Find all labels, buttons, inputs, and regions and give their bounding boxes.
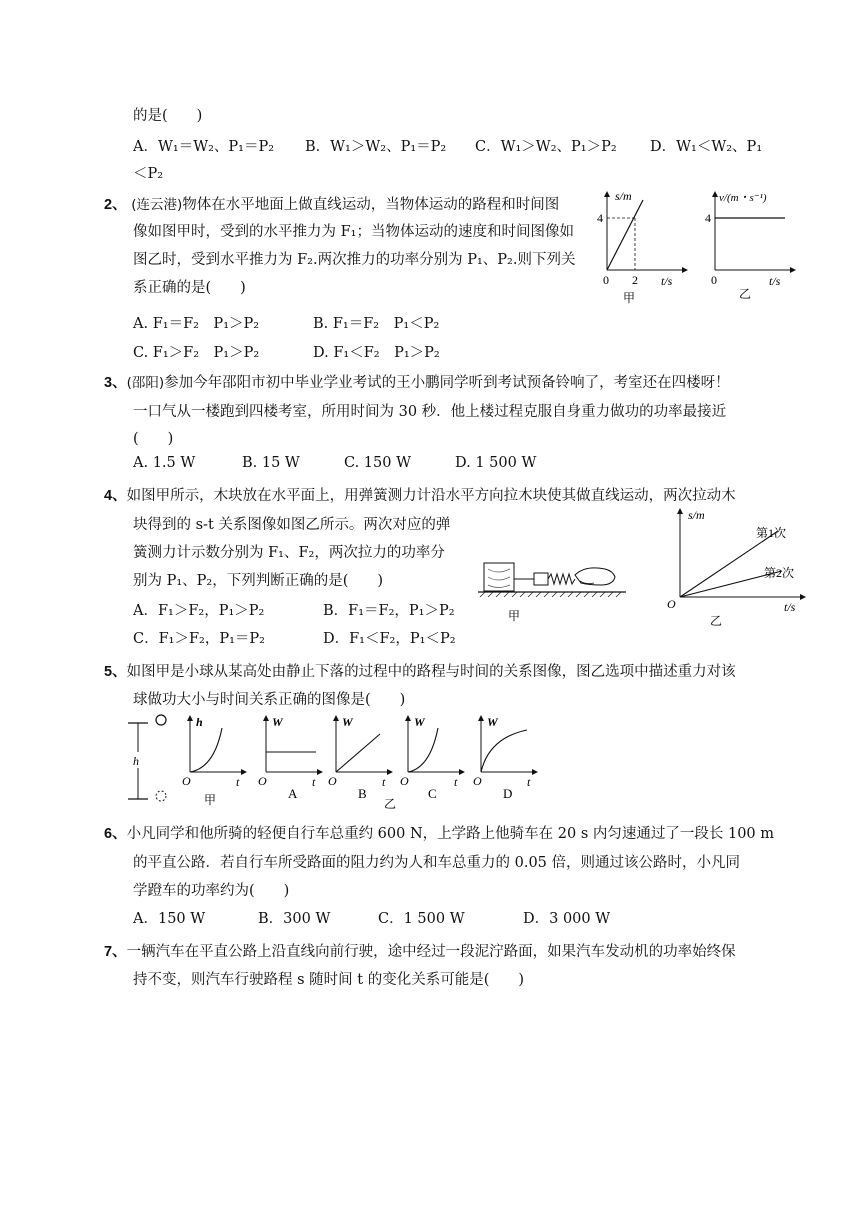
q4-option-b: B．F₁＝F₂，P₁＞P₂ bbox=[323, 603, 455, 619]
series-2-label: 第2次 bbox=[764, 566, 795, 580]
q3-option-c: C. 150 W bbox=[344, 455, 411, 471]
xlabel: t bbox=[527, 775, 531, 789]
q5-number: 5、 bbox=[104, 664, 127, 680]
q5-graph-b bbox=[328, 715, 392, 801]
q4-text-line1 bbox=[104, 484, 736, 505]
series-1-label: 第1次 bbox=[756, 526, 787, 540]
spring-icon bbox=[548, 574, 575, 584]
xtick: 2 bbox=[632, 273, 638, 287]
q2-line1: 物体在水平地面上做直线运动，当物体运动的路程和时间图 bbox=[182, 197, 560, 213]
origin: O bbox=[182, 774, 191, 788]
origin: O bbox=[400, 774, 409, 788]
hand-icon bbox=[575, 568, 615, 585]
q4-number: 4、 bbox=[104, 488, 127, 504]
xlabel: t bbox=[236, 775, 240, 789]
caption-yi: 乙 bbox=[384, 797, 397, 810]
caption: 甲 bbox=[623, 291, 636, 305]
ylabel: s/m bbox=[615, 189, 632, 203]
q5-text-line1 bbox=[104, 660, 736, 681]
origin: 0 bbox=[711, 273, 717, 287]
q4-line2: 块得到的 s-t 关系图像如图乙所示。两次对应的弹 bbox=[133, 517, 451, 533]
q4-option-a: A．F₁＞F₂，P₁＞P₂ bbox=[133, 603, 265, 619]
option-label: D bbox=[503, 786, 513, 801]
xlabel: t/s bbox=[661, 274, 673, 288]
ylabel: W bbox=[487, 715, 498, 729]
caption: 甲 bbox=[508, 609, 521, 623]
q7-text-line1 bbox=[104, 940, 736, 961]
ylabel: W bbox=[342, 715, 353, 729]
q4-option-c: C．F₁＞F₂，P₁＝P₂ bbox=[133, 631, 265, 647]
xlabel: t/s bbox=[769, 274, 781, 288]
caption: 乙 bbox=[710, 614, 723, 628]
xlabel: t bbox=[454, 775, 458, 789]
ylabel: W bbox=[272, 715, 283, 729]
q6-option-d: D．3 000 W bbox=[523, 911, 611, 927]
q3-option-d: D. 1 500 W bbox=[455, 455, 537, 471]
ball-top bbox=[156, 715, 166, 725]
s-t-line bbox=[607, 200, 643, 270]
ytick: 4 bbox=[597, 211, 603, 225]
q5-graph-d bbox=[473, 715, 537, 801]
q1-tail: 的是( ) bbox=[133, 108, 203, 124]
q2-option-b: B. F₁＝F₂ P₁＜P₂ bbox=[313, 316, 440, 332]
origin: O bbox=[328, 774, 337, 788]
q2-option-a: A. F₁＝F₂ P₁＞P₂ bbox=[133, 316, 260, 332]
q2-line2: 像如图甲时，受到的水平推力为 F₁；当物体运动的速度和时间图像如 bbox=[133, 224, 574, 240]
q2-line3: 图乙时，受到水平推力为 F₂.两次推力的功率分别为 P₁、P₂.则下列关 bbox=[133, 252, 576, 268]
ball-height-label: h bbox=[133, 754, 139, 768]
q3-line2: 一口气从一楼跑到四楼考室，所用时间为 30 秒．他上楼过程克服自身重力做功的功率最接近 bbox=[133, 404, 727, 420]
q2-option-c: C. F₁＞F₂ P₁＞P₂ bbox=[133, 345, 260, 361]
q2-line4: 系正确的是( ) bbox=[133, 280, 246, 296]
ylabel: W bbox=[414, 715, 425, 729]
q5-line2: 球做功大小与时间关系正确的图像是( ) bbox=[133, 692, 406, 708]
q2-number: 2、 bbox=[104, 197, 127, 213]
q2-figure-jia bbox=[595, 188, 695, 308]
q1-option-d-cont: ＜P₂ bbox=[133, 166, 164, 182]
h-t-curve bbox=[190, 728, 222, 772]
q2-option-d: D. F₁＜F₂ P₁＞P₂ bbox=[313, 345, 440, 361]
q6-number: 6、 bbox=[104, 826, 127, 842]
q6-line3: 学蹬车的功率约为( ) bbox=[133, 883, 290, 899]
q5-graph-a bbox=[258, 715, 322, 801]
series-1-line bbox=[680, 531, 778, 597]
q7-number: 7、 bbox=[104, 944, 127, 960]
ylabel: v/(m・s⁻¹) bbox=[719, 192, 767, 204]
q7-line2: 持不变，则汽车行驶路程 s 随时间 t 的变化关系可能是( ) bbox=[133, 972, 525, 988]
q6-line2: 的平直公路．若自行车所受路面的阻力约为人和车总重力的 0.05 倍，则通过该公路时，小凡同 bbox=[133, 855, 740, 871]
q4-line4: 别为 P₁、P₂，下列判断正确的是( ) bbox=[133, 573, 384, 589]
q1-option-d: D．W₁＜W₂、P₁ bbox=[650, 139, 763, 155]
q3-text-line1 bbox=[104, 371, 730, 392]
q4-line1: 如图甲所示，木块放在水平面上，用弹簧测力计沿水平方向拉木块使其做直线运动，两次拉动木 bbox=[126, 488, 736, 504]
ball-bottom bbox=[156, 791, 166, 801]
q6-option-a: A．150 W bbox=[133, 911, 206, 927]
option-label: A bbox=[288, 786, 298, 801]
xlabel: t bbox=[382, 775, 386, 789]
ytick: 4 bbox=[705, 211, 711, 225]
q7-line1: 一辆汽车在平直公路上沿直线向前行驶，途中经过一段泥泞路面，如果汽车发动机的功率始终保 bbox=[126, 944, 736, 960]
q5-falling-ball bbox=[124, 712, 176, 806]
q2-text-line1 bbox=[104, 193, 559, 214]
q5-graph-jia bbox=[180, 712, 250, 810]
q4-option-d: D．F₁＜F₂，P₁＜P₂ bbox=[323, 631, 456, 647]
xlabel: t/s bbox=[784, 600, 796, 614]
origin: O bbox=[473, 774, 482, 788]
q5-line1: 如图甲是小球从某高处由静止下落的过程中的路程与时间的关系图像，图乙选项中描述重力对该 bbox=[126, 664, 736, 680]
q1-option-a: A．W₁＝W₂、P₁＝P₂ bbox=[133, 139, 275, 155]
q3-line1: 参加今年邵阳市初中毕业学业考试的王小鹏同学听到考试预备铃响了，考室还在四楼呀！ bbox=[164, 375, 730, 391]
q6-text-line1 bbox=[104, 822, 774, 843]
q3-option-a: A. 1.5 W bbox=[133, 455, 196, 471]
q3-line3: ( ) bbox=[133, 431, 174, 447]
option-label: C bbox=[428, 786, 437, 801]
q5-graph-c bbox=[400, 715, 464, 801]
origin: O bbox=[258, 774, 267, 788]
q6-option-c: C．1 500 W bbox=[378, 911, 465, 927]
origin: O bbox=[667, 597, 676, 611]
ylabel: s/m bbox=[688, 508, 705, 522]
ylabel: h bbox=[196, 715, 203, 729]
xlabel: t bbox=[312, 775, 316, 789]
option-label: B bbox=[358, 786, 367, 801]
q1-option-c: C．W₁＞W₂、P₁＞P₂ bbox=[475, 139, 617, 155]
q4-figure-yi bbox=[660, 505, 810, 630]
origin: 0 bbox=[603, 273, 609, 287]
q6-option-b: B．300 W bbox=[258, 911, 331, 927]
q2-figure-yi bbox=[703, 188, 803, 308]
q2-source: (连云港) bbox=[131, 197, 183, 213]
q1-option-b: B．W₁＞W₂、P₁＝P₂ bbox=[305, 139, 447, 155]
q4-figure-jia bbox=[478, 555, 628, 627]
q4-line3: 簧测力计示数分别为 F₁、F₂，两次拉力的功率分 bbox=[133, 545, 445, 561]
q3-source: (邵阳) bbox=[126, 375, 165, 391]
q6-line1: 小凡同学和他所骑的轻便自行车总重约 600 N，上学路上他骑车在 20 s 内匀速通过了一段长 100 m bbox=[126, 826, 775, 842]
q3-number: 3、 bbox=[104, 375, 127, 391]
q5-option-graphs bbox=[256, 712, 546, 810]
caption: 甲 bbox=[204, 793, 217, 807]
caption: 乙 bbox=[739, 287, 752, 301]
q3-option-b: B. 15 W bbox=[242, 455, 300, 471]
